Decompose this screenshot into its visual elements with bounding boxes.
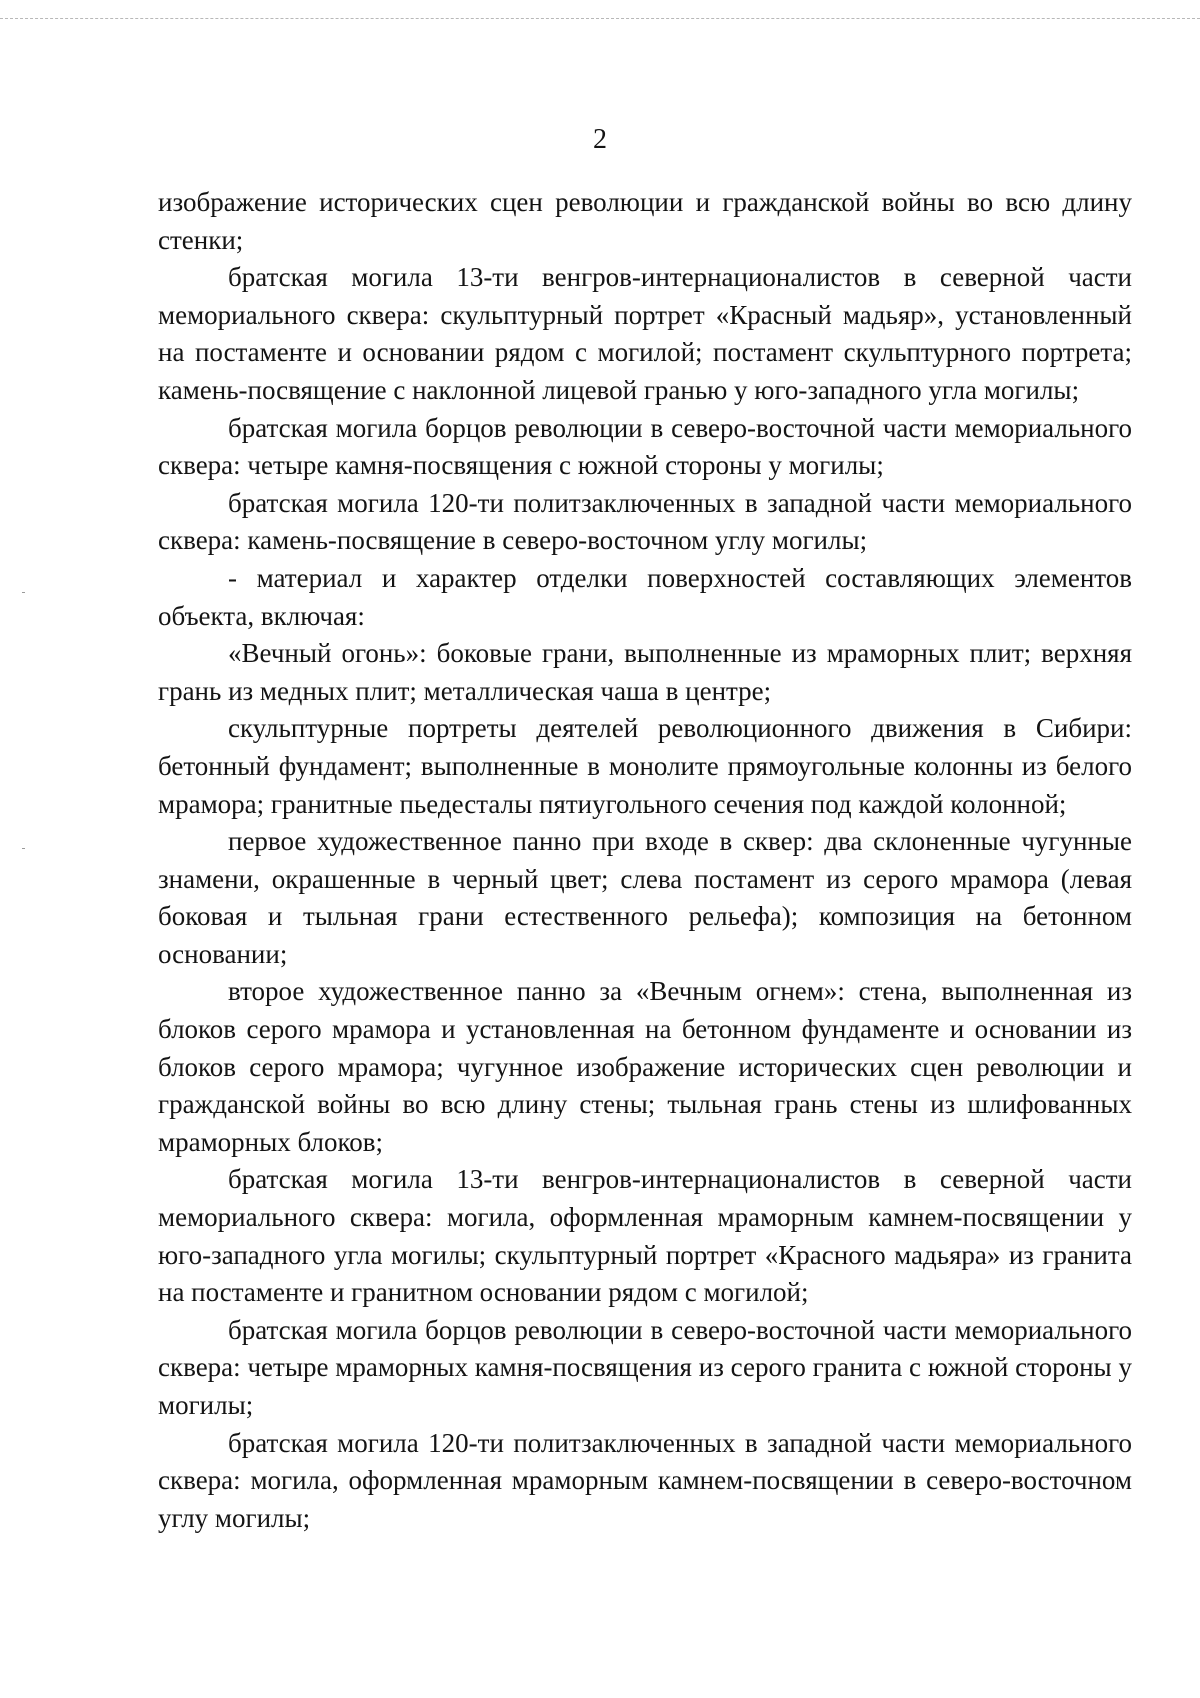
page-number: 2 (593, 124, 607, 155)
document-body (158, 184, 1132, 1537)
paragraph-hungarian-grave-materials: братская могила 13-ти венгров-интернационалистов в северной части мемориального сквера: могила, оформленная мраморным камнем-посвящении у юго-западного угла могилы; скульптурный портрет «Красного мадьяра» из гранита на постаменте и гранитном основании рядом с могилой; (158, 1164, 1132, 1308)
scan-margin-mark (22, 848, 25, 849)
paragraph-hungarian-grave: братская могила 13-ти венгров-интернационалистов в северной части мемориального сквера: скульптурный портрет «Красный мадьяр», установленный на постаменте и основании рядом с могилой; постамент скульптурного портрета; камень-посвящение с наклонной лицевой гранью у юго-западного угла могилы; (158, 262, 1132, 405)
paragraph-revolution-fighters-grave: братская могила борцов революции в северо-восточной части мемориального сквера: четыре камня-посвящения с южной стороны у могилы; (158, 412, 1132, 481)
scan-margin-mark (22, 592, 25, 593)
paragraph-eternal-flame: «Вечный огонь»: боковые грани, выполненные из мраморных плит; верхняя грань из медных плит; металлическая чаша в центре; (158, 638, 1132, 706)
paragraph-political-prisoners-grave-materials: братская могила 120-ти политзаключенных в западной части мемориального сквера: могила, оформленная мраморным камнем-посвящении в северо-восточном углу могилы; (158, 1427, 1132, 1533)
paragraph-political-prisoners-grave: братская могила 120-ти политзаключенных в западной части мемориального сквера: камень-посвящение в северо-восточном углу могилы; (158, 487, 1132, 556)
paragraph-sculptural-portraits: скульптурные портреты деятелей революционного движения в Сибири: бетонный фундамент; выполненные в монолите прямоугольные колонны из белого мрамора; гранитные пьедесталы пятиугольного сечения под каждой колонной; (158, 713, 1132, 819)
paragraph-second-panel: второе художественное панно за «Вечным огнем»: стена, выполненная из блоков серого мрамора и установленная на бетонном фундаменте и основании из блоков серого мрамора; чугунное изображение исторических сцен революции и гражданской войны во всю длину стены; тыльная грань стены из шлифованных мраморных блоков; (158, 976, 1132, 1157)
paragraph-revolution-fighters-grave-materials: братская могила борцов революции в северо-восточной части мемориального сквера: четыре мраморных камня-посвящения из серого гранита с южной стороны у могилы; (158, 1314, 1132, 1420)
paragraph-first-panel: первое художественное панно при входе в сквер: два склоненные чугунные знамени, окрашенные в черный цвет; слева постамент из серого мрамора (левая боковая и тыльная грани естественного рельефа); композиция на бетонном основании; (158, 826, 1132, 969)
paragraph-materials-intro: - материал и характер отделки поверхностей составляющих элементов объекта, включая: (158, 562, 1132, 631)
scan-border-line (0, 18, 1200, 19)
paragraph-continuation: изображение исторических сцен революции и гражданской войны во всю длину стенки; (158, 187, 1132, 255)
